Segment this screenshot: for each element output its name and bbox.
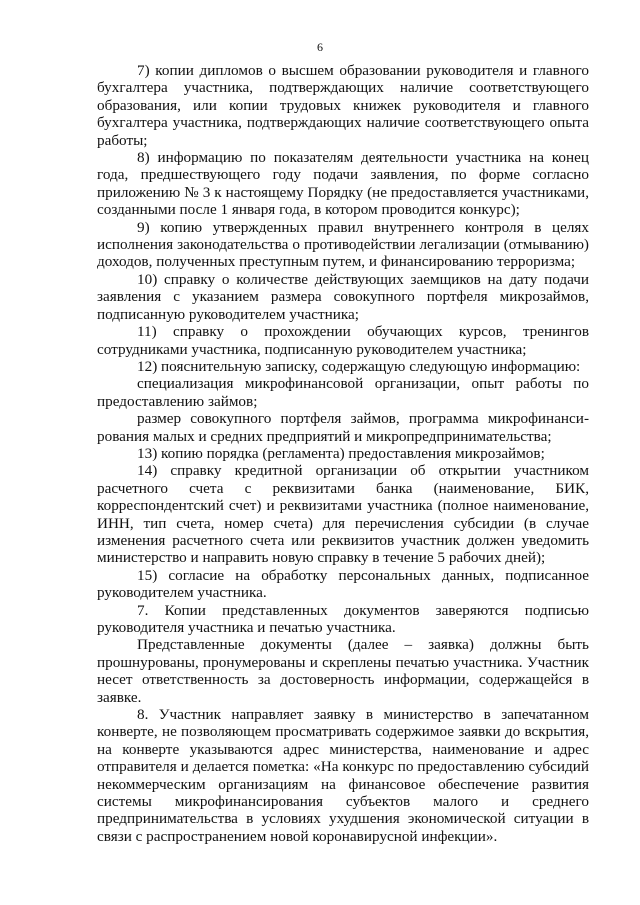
list-item-12-sub-1: специализация микрофинансовой организации, опыт работы по предоставлению займов;	[97, 375, 589, 410]
clause-7-continuation: Представленные документы (далее – заявка) должны быть прошнурованы, пронумерованы и скреплены печатью участника. Участник несет ответственность за достоверность информации, содержащейся в заявке.	[97, 636, 589, 706]
list-item-12: 12) пояснительную записку, содержащую следующую информацию:	[137, 357, 581, 375]
clause-7: 7. Копии представленных документов заверяются подписью руководителя участника и печатью участника.	[97, 601, 589, 636]
clause-8: 8. Участник направляет заявку в министерство в запечатанном конверте, не позволяющем просматривать содержимое заявки до вскрытия, на конверте указываются адрес министерства, наименование и адрес отправителя и делается пометка: «На конкурс по предоставлению субсидий некоммерческим организациям на финансовое обеспечение развития системы микрофинансирования субъектов малого и среднего предпринимательства в условиях ухудшения экономической ситуации в связи с распространением новой коронавирусной инфекции».	[97, 706, 589, 845]
list-item-7: 7) копии дипломов о высшем образовании руководителя и главного бухгалтера участника, подтверждающих наличие соответствующего образования, или копии трудовых книжек руководителя и главного бухгалтера участника, подтверждающих наличие соответствующего опыта работы;	[97, 62, 589, 149]
list-item-12-sub-2: размер совокупного портфеля займов, программа микрофинансирования малых и средних предприятий и микропредпринимательства;	[97, 410, 589, 445]
list-item-14: 14) справку кредитной организации об открытии участником расчетного счета с реквизитами банка (наименование, БИК, корреспондентский счет) и реквизитами участника (полное наименование, ИНН, тип счета, номер счета) для перечисления субсидии (в случае изменения расчетного счета или реквизитов участник должен уведомить министерство и направить новую справку в течение 5 рабочих дней);	[97, 462, 589, 567]
list-item-8: 8) информацию по показателям деятельности участника на конец года, предшествующего году подачи заявления, по форме согласно приложению № 3 к настоящему Порядку (не предоставляется участниками, созданными после 1 января года, в котором проводится конкурс);	[97, 149, 589, 219]
list-item-15: 15) согласие на обработку персональных данных, подписанное руководителем участника.	[97, 566, 589, 602]
page-number: 6	[317, 40, 323, 54]
document-body	[97, 62, 589, 845]
list-item-11: 11) справку о прохождении обучающих курсов, тренингов сотрудниками участника, подписанную руководителем участника;	[97, 323, 589, 358]
list-item-13: 13) копию порядка (регламента) предоставления микрозаймов;	[137, 444, 545, 462]
list-item-10: 10) справку о количестве действующих заемщиков на дату подачи заявления с указанием размера совокупного портфеля микрозаймов, подписанную руководителем участника;	[97, 270, 589, 323]
list-item-9: 9) копию утвержденных правил внутреннего контроля в целях исполнения законодательства о противодействии легализации (отмыванию) доходов, полученных преступным путем, и финансированию терроризма;	[97, 218, 589, 271]
